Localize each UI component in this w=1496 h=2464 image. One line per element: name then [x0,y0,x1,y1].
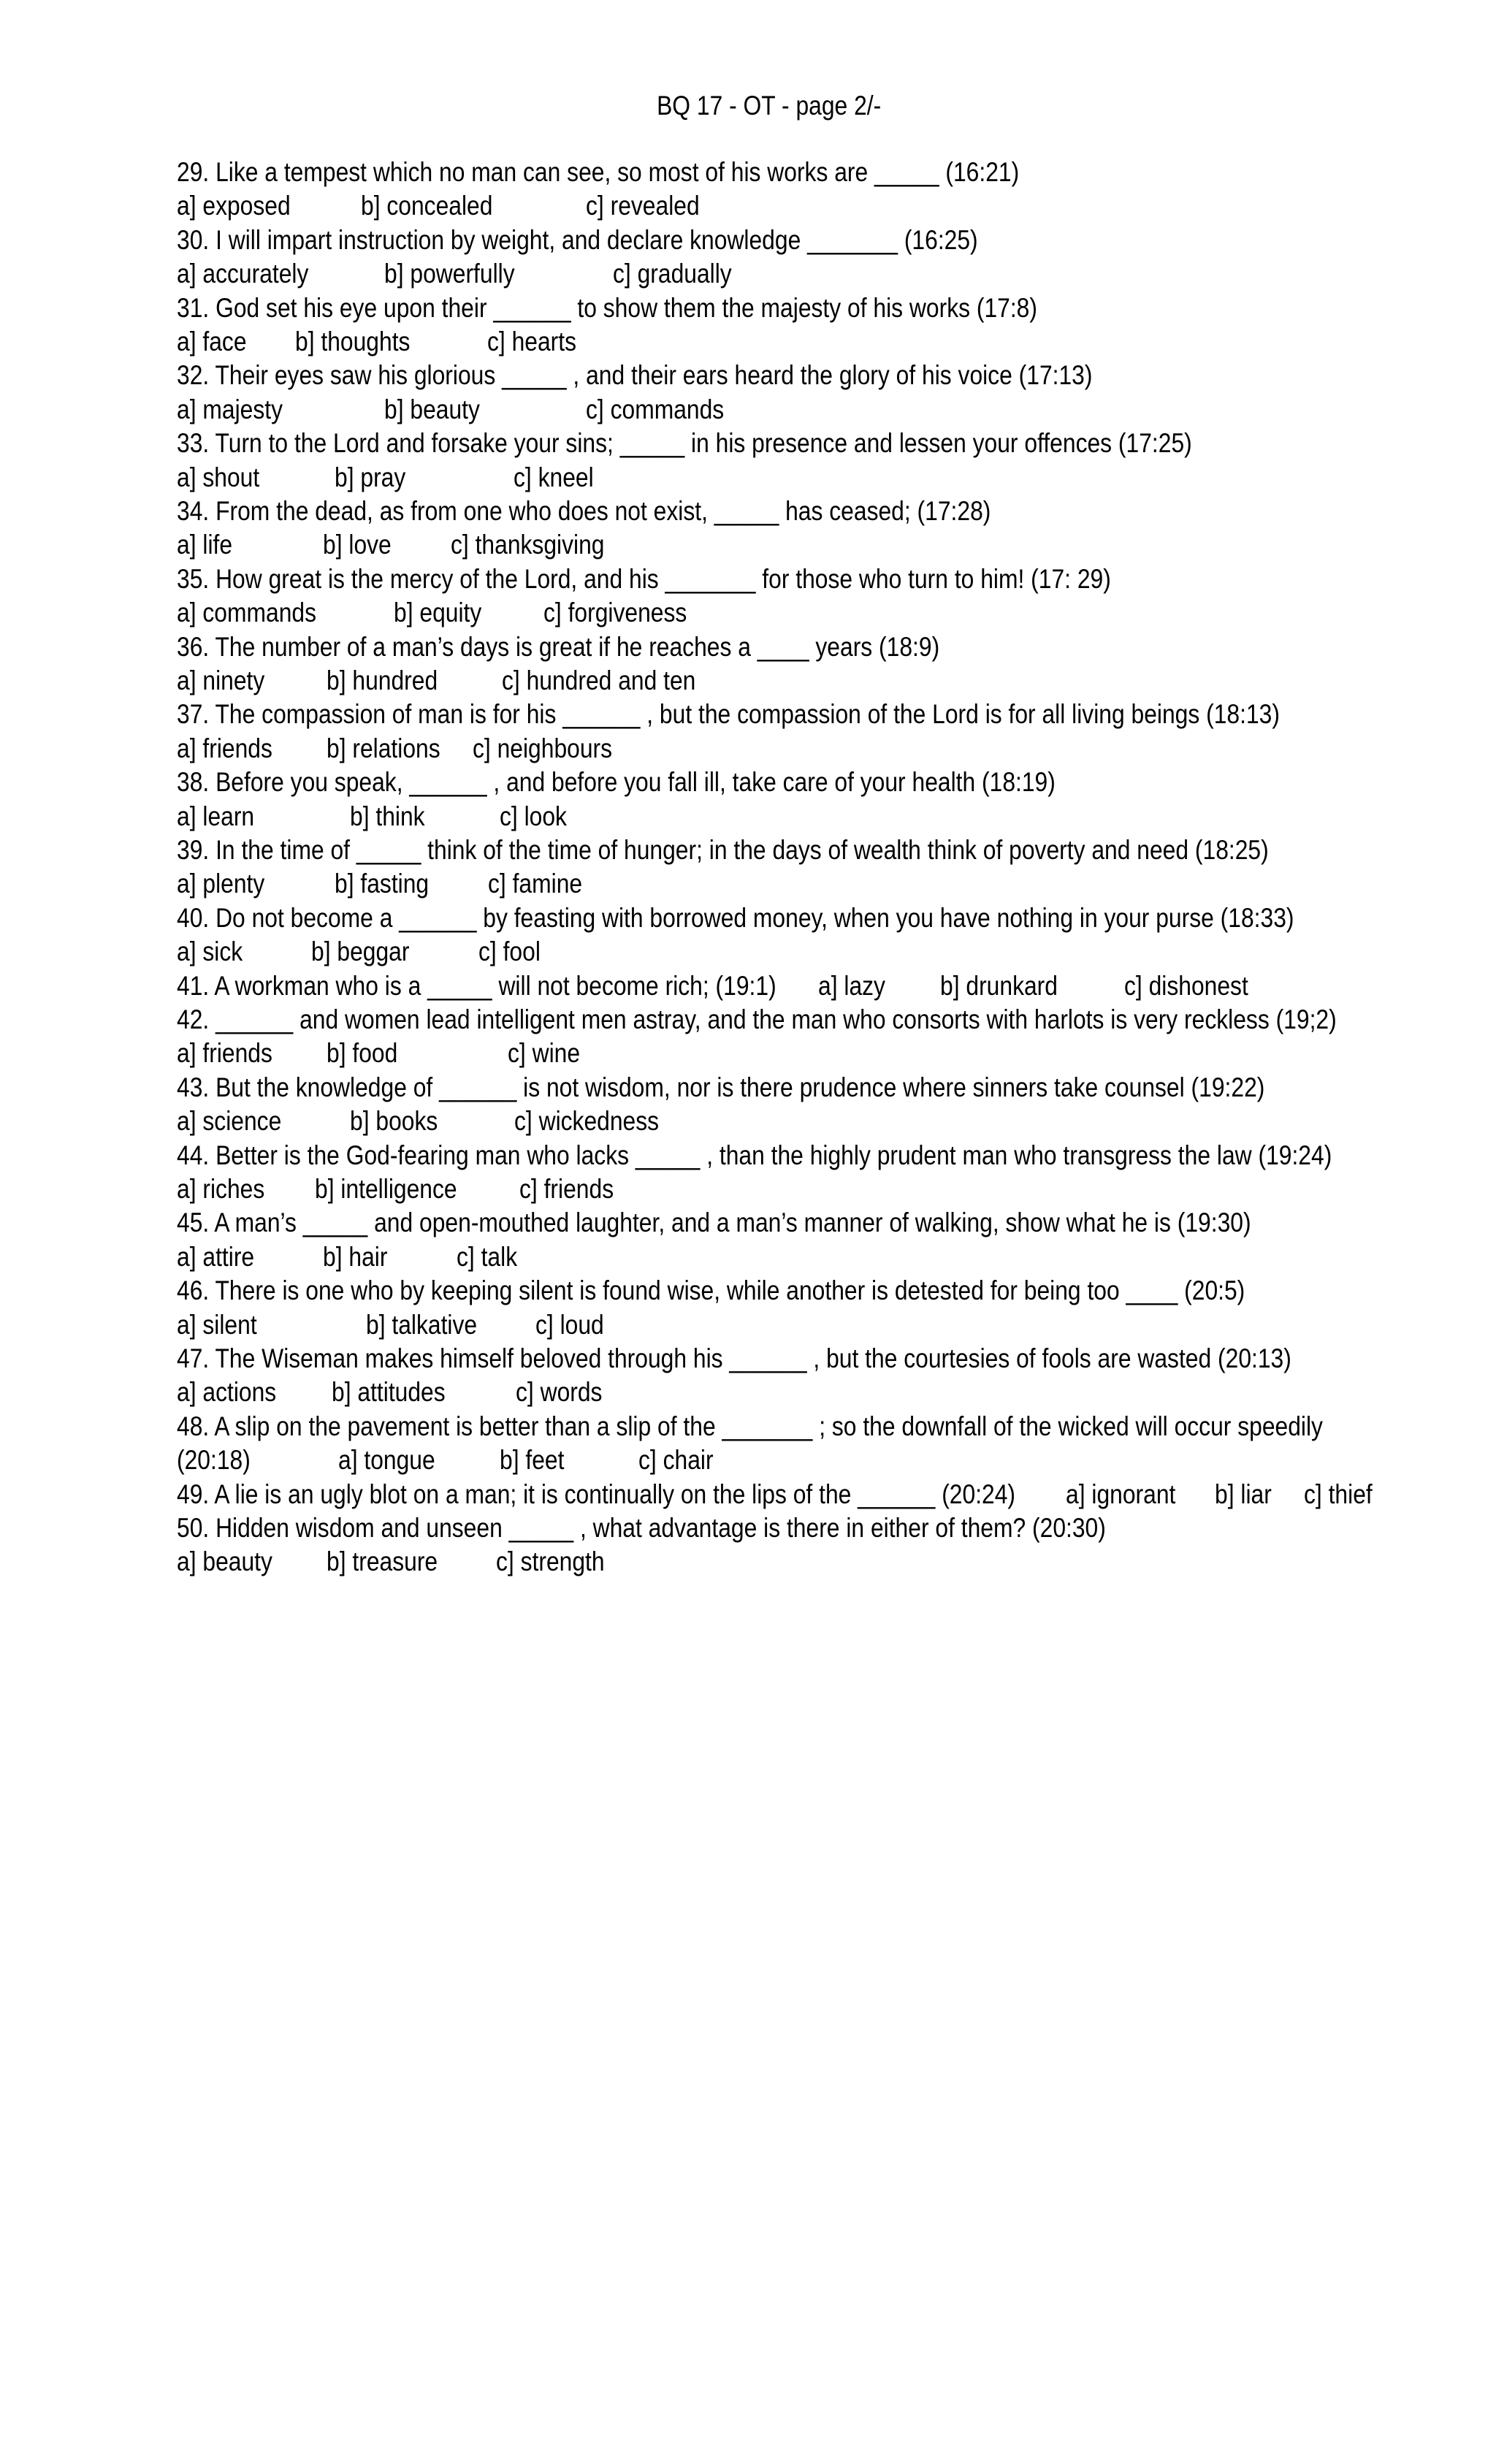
option-a: a] accurately [177,259,309,289]
option-a: a] sick [177,937,243,967]
options-36 [177,664,1433,698]
option-a: a] tongue [338,1445,435,1476]
options-42 [177,1037,1433,1070]
question-48-reference: (20:18) [177,1445,251,1476]
option-b: b] books [350,1106,438,1137]
option-c: c] forgiveness [543,598,687,628]
option-a: a] attire [177,1241,255,1272]
option-b: b] treasure [327,1546,438,1577]
question-37: 37. The compassion of man is for his ______ , but the compassion of the Lord is for all living beings (18:13) [177,699,1280,730]
option-c: c] famine [488,869,583,899]
option-a: a] ninety [177,665,265,695]
option-c: c] hearts [487,327,577,356]
option-a: a] learn [177,801,255,831]
option-a: a] ignorant [1066,1479,1176,1509]
option-a: a] friends [177,733,272,763]
option-c: c] neighbours [473,733,613,763]
option-a: a] majesty [177,394,283,424]
option-c: c] chair [638,1445,714,1476]
option-a: a] plenty [177,869,265,899]
option-c: c] words [516,1377,603,1408]
question-50: 50. Hidden wisdom and unseen _____ , what advantage is there in either of them? (20:30) [177,1512,1106,1543]
question-44: 44. Better is the God-fearing man who lacks _____ , than the highly prudent man who transgress the law (19:24) [177,1140,1332,1170]
question-41-line [177,969,1433,1003]
options-50 [177,1545,1433,1579]
question-47: 47. The Wiseman makes himself beloved through his ______ , but the courtesies of fools are wasted (20:13) [177,1343,1291,1373]
option-a: a] friends [177,1038,272,1069]
option-c: c] kneel [514,462,594,492]
question-30: 30. I will impart instruction by weight, and declare knowledge _______ (16:25) [177,224,978,255]
options-43 [177,1105,1433,1138]
option-c: c] friends [519,1173,614,1204]
question-45: 45. A man’s _____ and open-mouthed laughter, and a man’s manner of walking, show what he is (19:30) [177,1208,1251,1238]
question-43: 43. But the knowledge of ______ is not wisdom, nor is there prudence where sinners take counsel (19:22) [177,1072,1265,1102]
question-35: 35. How great is the mercy of the Lord, and his _______ for those who turn to him! (17: 29) [177,563,1111,594]
options-32 [177,393,1433,427]
option-c: c] fool [478,937,541,967]
option-a: a] shout [177,462,260,492]
option-c: c] dishonest [1124,970,1248,1001]
option-a: a] riches [177,1173,265,1204]
options-37 [177,732,1433,766]
option-a: a] lazy [818,970,885,1001]
option-a: a] face [177,327,247,356]
option-b: b] liar [1215,1479,1272,1509]
option-c: c] gradually [613,259,732,289]
option-c: c] thanksgiving [451,530,605,560]
page-header-text: BQ 17 - OT - page 2/- [657,91,882,121]
option-b: b] drunkard [940,970,1058,1001]
option-a: a] actions [177,1377,277,1408]
option-b: b] equity [394,598,482,628]
options-39 [177,867,1433,901]
options-33 [177,461,1433,495]
question-34: 34. From the dead, as from one who does not exist, _____ has ceased; (17:28) [177,495,991,526]
option-c: c] wickedness [514,1106,660,1137]
option-c: c] hundred and ten [502,665,696,695]
question-36: 36. The number of a man’s days is great if he reaches a ____ years (18:9) [177,631,940,662]
option-c: c] commands [586,394,725,424]
option-a: a] life [177,530,233,560]
option-c: c] talk [457,1241,518,1272]
option-a: a] beauty [177,1546,272,1577]
option-b: b] fasting [335,869,430,899]
question-list [177,156,1433,1579]
option-b: b] concealed [361,191,493,221]
question-29: 29. Like a tempest which no man can see, so most of his works are _____ (16:21) [177,157,1020,187]
option-b: b] beauty [384,394,480,424]
question-39: 39. In the time of _____ think of the time of hunger; in the days of wealth think of poverty and need (18:25) [177,834,1269,865]
question-42: 42. ______ and women lead intelligent men astray, and the man who consorts with harlots is very reckless (19;2) [177,1004,1337,1034]
question-49-line [177,1478,1433,1511]
option-b: b] hundred [327,665,438,695]
options-29 [177,189,1433,223]
question-31: 31. God set his eye upon their ______ to show them the majesty of his works (17:8) [177,292,1037,323]
option-c: c] revealed [586,191,700,221]
option-b: b] relations [327,733,440,763]
option-c: c] wine [508,1038,581,1069]
options-35 [177,596,1433,630]
page-header [110,89,1397,123]
question-48: 48. A slip on the pavement is better than a slip of the _______ ; so the downfall of the wicked will occur speedily [177,1411,1323,1441]
option-b: b] hair [323,1241,388,1272]
option-a: a] silent [177,1309,257,1340]
option-b: b] love [323,530,392,560]
option-c: c] look [500,801,567,831]
question-46: 46. There is one who by keeping silent is found wise, while another is detested for being too ____ (20:5) [177,1275,1245,1306]
option-c: c] strength [496,1546,605,1577]
option-b: b] beggar [311,937,410,967]
question-40: 40. Do not become a ______ by feasting with borrowed money, when you have nothing in your purse (18:33) [177,902,1294,933]
options-47 [177,1376,1433,1409]
options-45 [177,1240,1433,1274]
option-b: b] think [350,801,425,831]
options-31 [177,325,1433,359]
option-b: b] talkative [366,1309,478,1340]
option-a: a] commands [177,598,317,628]
options-44 [177,1172,1433,1206]
option-a: a] exposed [177,191,291,221]
option-b: b] feet [500,1445,565,1476]
options-46 [177,1308,1433,1342]
question-49: 49. A lie is an ugly blot on a man; it is continually on the lips of the ______ (20:24) [177,1479,1016,1509]
options-48 [177,1443,1433,1477]
option-b: b] pray [335,462,406,492]
option-b: b] food [327,1038,398,1069]
option-b: b] intelligence [315,1173,457,1204]
option-b: b] powerfully [384,259,515,289]
question-32: 32. Their eyes saw his glorious _____ , and their ears heard the glory of his voice (17:13) [177,360,1093,391]
option-c: c] loud [535,1309,604,1340]
option-a: a] science [177,1106,282,1137]
options-38 [177,800,1433,834]
option-b: b] thoughts [295,327,411,356]
question-41: 41. A workman who is a _____ will not become rich; (19:1) [177,970,776,1001]
question-38: 38. Before you speak, ______ , and before you fall ill, take care of your health (18:19) [177,767,1056,798]
options-30 [177,257,1433,291]
option-c: c] thief [1304,1479,1373,1509]
option-b: b] attitudes [332,1377,446,1408]
question-33: 33. Turn to the Lord and forsake your sins; _____ in his presence and lessen your offences (17:25) [177,428,1192,459]
options-40 [177,935,1433,969]
options-34 [177,528,1433,562]
